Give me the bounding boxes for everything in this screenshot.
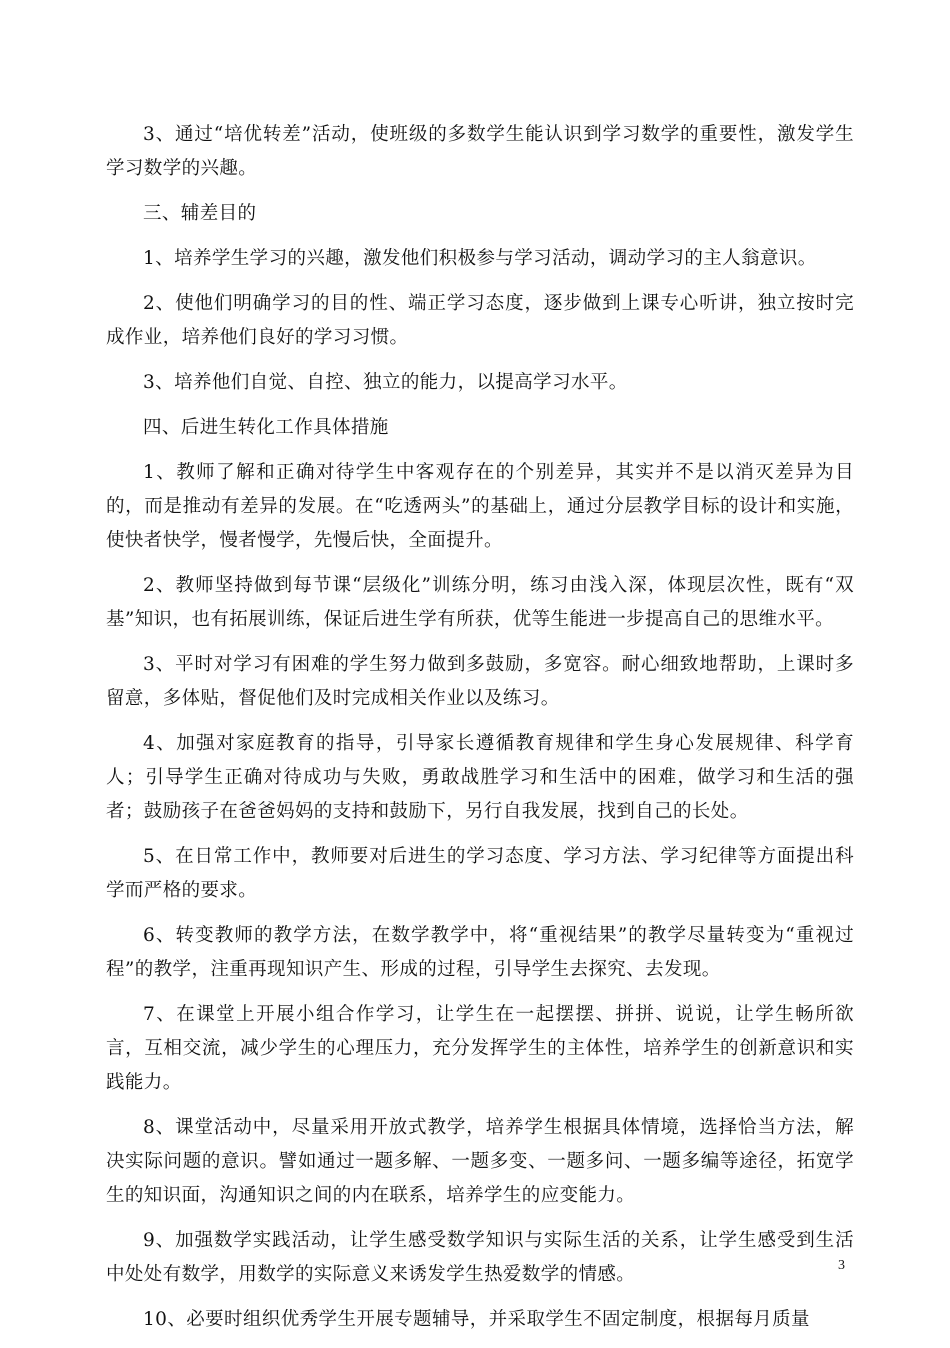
document-body: [106, 118, 854, 1348]
page-number: 3: [838, 1258, 845, 1273]
paragraph-15: 9、加强数学实践活动，让学生感受数学知识与实际生活的关系，让学生感受到生活中处处有数学，用数学的实际意义来诱发学生热爱数学的情感。: [106, 1230, 854, 1285]
paragraph-13: 7、在课堂上开展小组合作学习，让学生在一起摆摆、拼拼、说说，让学生畅所欲言，互相交流，减少学生的心理压力，充分发挥学生的主体性，培养学生的创新意识和实践能力。: [106, 1004, 854, 1093]
paragraph-1: 3、通过“培优转差”活动，使班级的多数学生能认识到学习数学的重要性，激发学生学习数学的兴趣。: [106, 124, 854, 179]
paragraph-16: 10、必要时组织优秀学生开展专题辅导，并采取学生不固定制度，根据每月质量: [143, 1309, 810, 1330]
paragraph-8: 2、教师坚持做到每节课“层级化”训练分明，练习由浅入深，体现层次性，既有“双基”知识，也有拓展训练，保证后进生学有所获，优等生能进一步提高自己的思维水平。: [106, 575, 854, 630]
paragraph-10: 4、加强对家庭教育的指导，引导家长遵循教育规律和学生身心发展规律、科学育人；引导学生正确对待成功与失败，勇敢战胜学习和生活中的困难，做学习和生活的强者；鼓励孩子在爸爸妈妈的支持和鼓励下，另行自我发展，找到自己的长处。: [106, 733, 854, 822]
paragraph-4: 2、使他们明确学习的目的性、端正学习态度，逐步做到上课专心听讲，独立按时完成作业，培养他们良好的学习习惯。: [106, 293, 854, 348]
section-heading-3: 三、辅差目的: [143, 203, 257, 224]
paragraph-12: 6、转变教师的教学方法，在数学教学中，将“重视结果”的教学尽量转变为“重视过程”的教学，注重再现知识产生、形成的过程，引导学生去探究、去发现。: [106, 925, 854, 980]
paragraph-7: 1、教师了解和正确对待学生中客观存在的个别差异，其实并不是以消灭差异为目的，而是推动有差异的发展。在“吃透两头”的基础上，通过分层教学目标的设计和实施，使快者快学，慢者慢学，先慢后快，全面提升。: [106, 462, 854, 551]
paragraph-11: 5、在日常工作中，教师要对后进生的学习态度、学习方法、学习纪律等方面提出科学而严格的要求。: [106, 846, 854, 901]
section-heading-4: 四、后进生转化工作具体措施: [143, 417, 389, 438]
paragraph-14: 8、课堂活动中，尽量采用开放式教学，培养学生根据具体情境，选择恰当方法，解决实际问题的意识。譬如通过一题多解、一题多变、一题多问、一题多编等途径，拓宽学生的知识面，沟通知识之间的内在联系，培养学生的应变能力。: [106, 1117, 854, 1206]
paragraph-5: 3、培养他们自觉、自控、独立的能力，以提高学习水平。: [143, 372, 628, 393]
paragraph-3: 1、培养学生学习的兴趣，激发他们积极参与学习活动，调动学习的主人翁意识。: [143, 248, 817, 269]
paragraph-9: 3、平时对学习有困难的学生努力做到多鼓励，多宽容。耐心细致地帮助，上课时多留意，多体贴，督促他们及时完成相关作业以及练习。: [106, 654, 854, 709]
